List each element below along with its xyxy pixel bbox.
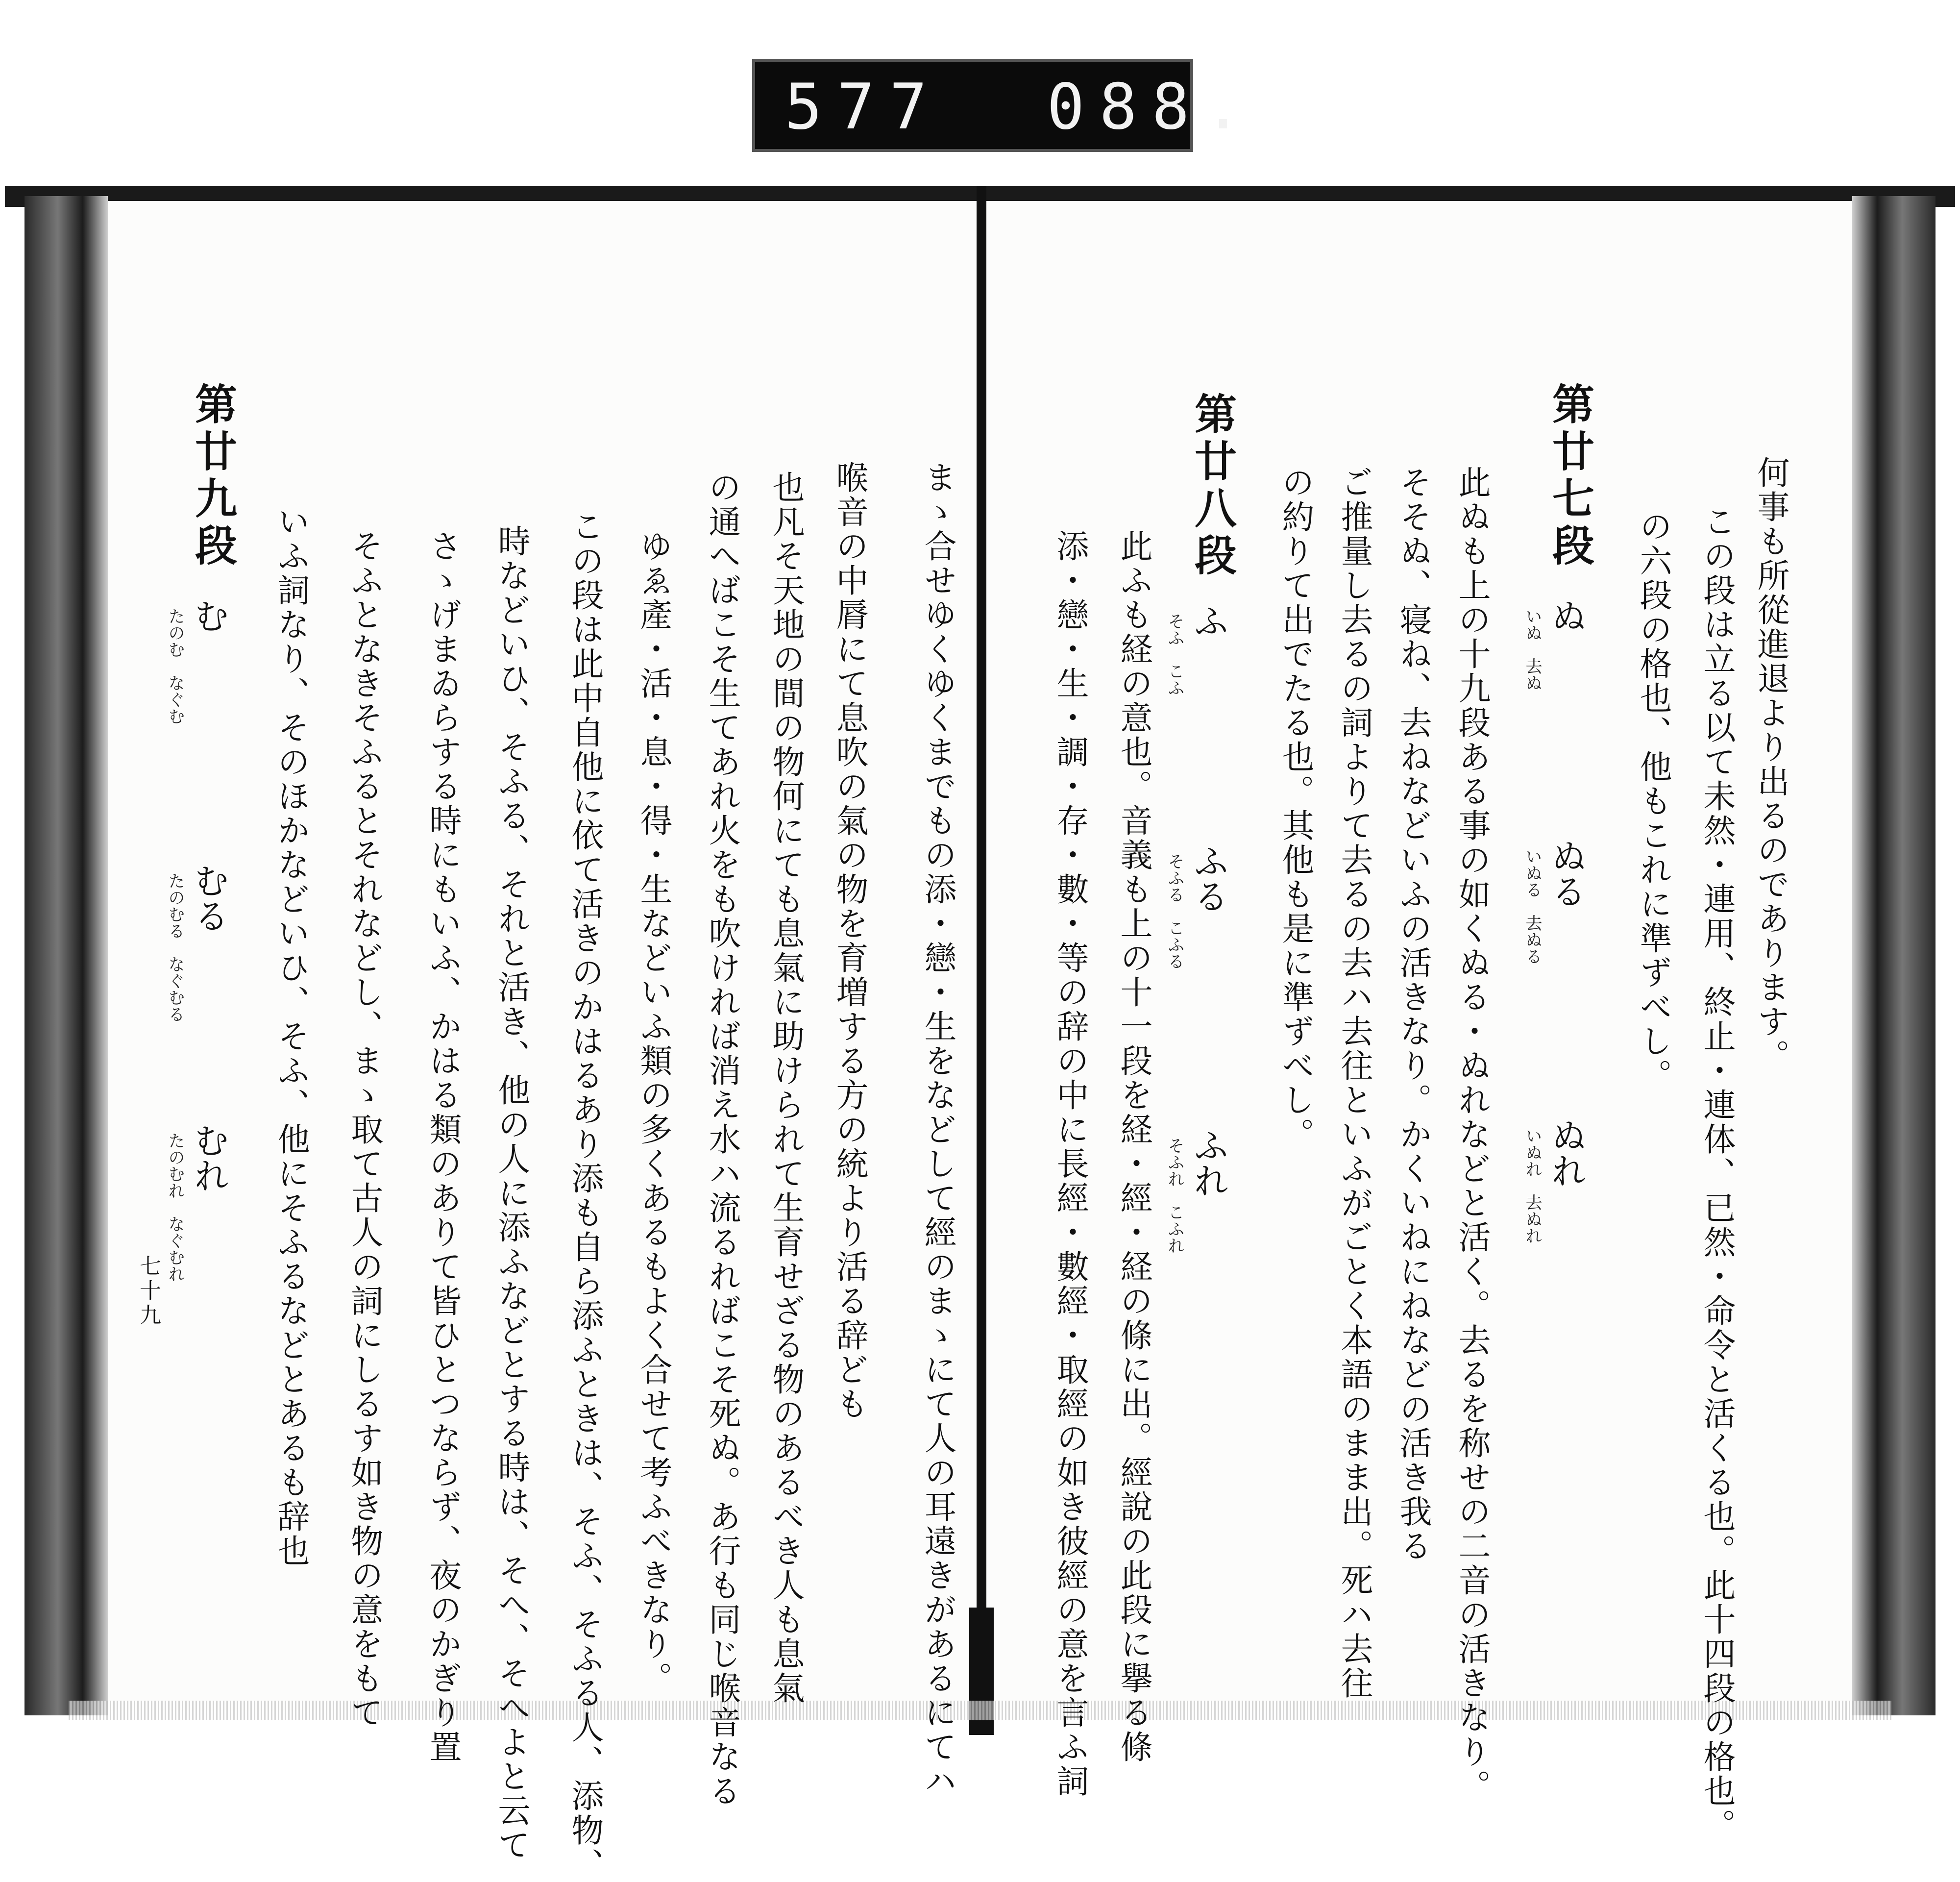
reading-gloss: いぬる 去ぬる [1522, 848, 1542, 965]
conjugation-form: む [188, 598, 229, 633]
call-number: 577 088. [784, 71, 1257, 144]
reading-gloss: たのむ なぐむ [165, 608, 185, 724]
section-heading-28: 第廿八段 [1187, 392, 1237, 580]
book-edge-right [1852, 196, 1936, 1715]
conjugation-form: ぬる [1545, 838, 1587, 909]
text-line: さゝげまゐらする時にもいふ、かはる類のありて皆ひとつならず、夜のかぎり置 [424, 529, 462, 1764]
text-line: この段は立る以て未然・連用、終止・連体、已然・命令と活くる也。此十四段の格也。 [1698, 505, 1736, 1843]
reading-gloss: そふる こふる [1165, 853, 1184, 969]
text-line: ご推量し去るの詞よりて去るの去ハ去往といふがごとく本語のまま出。死ハ去往 [1335, 466, 1373, 1701]
text-line: の約りて出でたる也。其他も是に準ずべし。 [1276, 466, 1314, 1152]
text-line: ゆゑ產・活・息・得・生などいふ類の多くあるもよく合せて考ふべきなり。 [635, 529, 672, 1696]
text-line: 此ふも経の意也。音義も上の十一段を経・經・経の條に出。經說の此段に擧る條 [1115, 529, 1152, 1764]
page-number: 七十九 [136, 1255, 161, 1328]
text-line: 此ぬも上の十九段ある事の如くぬる・ぬれなどと活く。去るを称せの二音の活きなり。 [1453, 466, 1491, 1804]
text-line: そそぬ、寝ね、去ねなどいふの活きなり。かくいねにねなどの活き我る [1394, 466, 1432, 1563]
text-line: の六段の格也、他もこれに準ずべし。 [1634, 510, 1672, 1093]
reading-gloss: いぬれ 去ぬれ [1522, 1127, 1542, 1244]
conjugation-form: ぬ [1545, 598, 1587, 633]
text-line: の通へばこそ生てあれ火をも吹ければ消え水ハ流るればこそ死ぬ。あ行も同じ喉音なる [703, 470, 741, 1808]
text-line: 添・戀・生・調・存・數・等の辞の中に長經・數經・取經の如き彼經の意を言ふ詞 [1051, 529, 1089, 1799]
text-line: 時などいひ、そふる、それと活き、他の人に添ふなどとする時は、そへ、そへよと云て [492, 524, 530, 1862]
text-line: この段は此中自他に依て活きのかはるあり添も自ら添ふときは、そふ、そふる人、添物、 [566, 510, 604, 1882]
conjugation-form: ぬれ [1545, 1117, 1587, 1188]
conjugation-form: ふる [1188, 843, 1229, 914]
conjugation-form: むれ [188, 1122, 229, 1193]
conjugation-form: ふ [1188, 603, 1229, 638]
text-line: まゝ合せゆくゆくまでもの添・戀・生をなどして經のまゝにて人の耳遠きがあるにてハ [919, 461, 956, 1799]
text-line: そふとなきそふるとそれなどし、まゝ取て古人の詞にしるす如き物の意をもて [345, 529, 383, 1730]
reading-gloss: たのむる なぐむる [165, 872, 185, 1022]
text-line: いふ詞なり、そのほかなどいひ、そふ、他にそふるなどとあるも辞也 [272, 505, 310, 1568]
conjugation-form: むる [188, 863, 229, 933]
conjugation-form: ふれ [1188, 1127, 1229, 1198]
section-heading-29: 第廿九段 [188, 382, 237, 570]
book-edge-left [24, 196, 108, 1715]
reading-gloss: いぬ 去ぬ [1522, 608, 1542, 691]
reading-gloss: そふれ こふれ [1165, 1137, 1184, 1254]
call-number-plate [752, 59, 1257, 152]
text-line: 也凡そ天地の間の物何にても息氣に助けられて生育せざる物のあるべき人も息氣 [767, 470, 805, 1706]
section-heading-27: 第廿七段 [1545, 382, 1594, 570]
text-line: 何事も所從進退より出るのであります。 [1752, 456, 1789, 1073]
text-line: 喉音の中脣にて息吹の氣の物を育増する方の統より活る辞ども [831, 461, 868, 1421]
reading-gloss: たのむれ なぐむれ [165, 1132, 185, 1282]
book-spine [977, 186, 986, 1696]
page-edges-bottom [69, 1701, 1891, 1720]
reading-gloss: そふ こふ [1165, 613, 1184, 696]
